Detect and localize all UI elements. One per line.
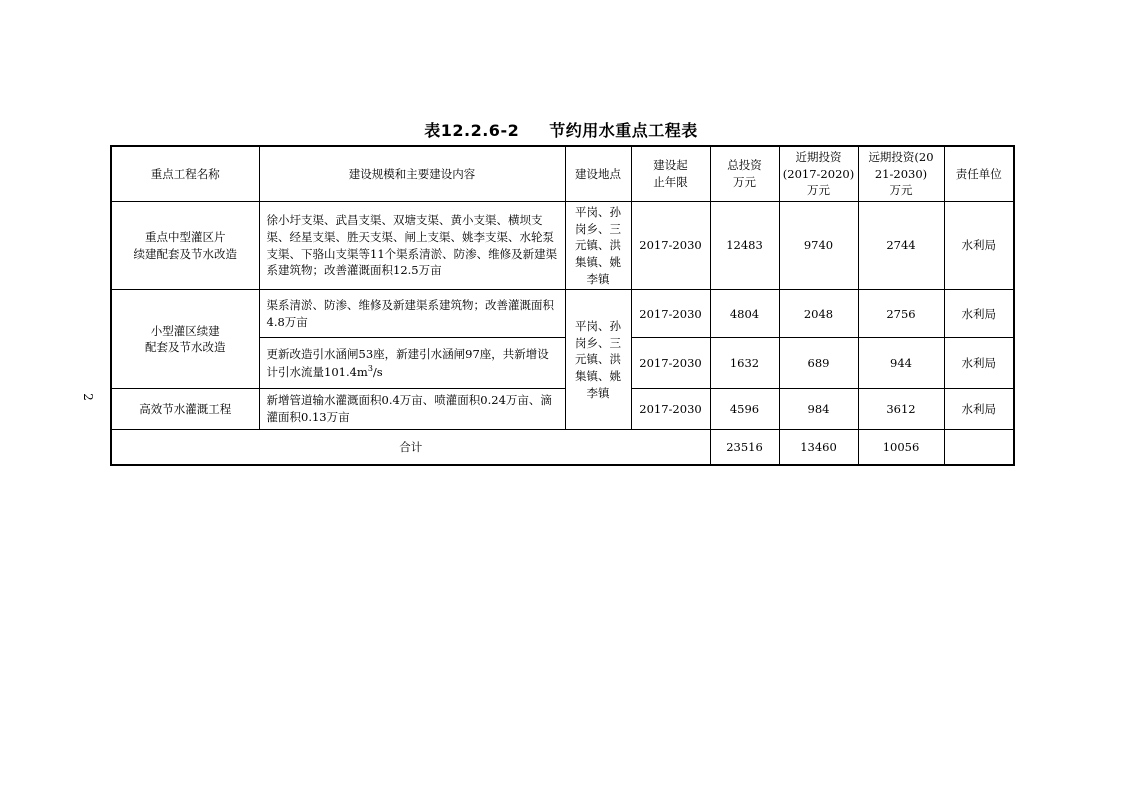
header-name: 重点工程名称 [111,146,259,202]
row-far: 2744 [858,202,944,290]
row-unit: 水利局 [944,290,1014,338]
row-far: 944 [858,338,944,389]
total-far: 10056 [858,429,944,465]
row-unit: 水利局 [944,338,1014,389]
row-near: 9740 [779,202,858,290]
row-content [259,338,565,389]
row-total: 12483 [710,202,779,290]
row-content-sup: 3 [367,363,373,373]
header-far: 远期投资(20 21-2030) 万元 [858,146,944,202]
row-near: 984 [779,389,858,429]
row-location: 平岗、孙 岗乡、三 元镇、洪 集镇、姚 李镇 [565,202,631,290]
header-row [111,146,1014,202]
row-far: 3612 [858,389,944,429]
header-location: 建设地点 [565,146,631,202]
total-near: 13460 [779,429,858,465]
row-content: 新增管道输水灌溉面积0.4万亩、喷灌面积0.24万亩、滴灌面积0.13万亩 [259,389,565,429]
row-total: 4596 [710,389,779,429]
row-period: 2017-2030 [631,389,710,429]
table-row [111,290,1014,338]
header-period: 建设起 止年限 [631,146,710,202]
key-projects-table [110,145,1015,466]
total-total: 23516 [710,429,779,465]
table-title-text: 节约用水重点工程表 [549,121,698,140]
row-total: 4804 [710,290,779,338]
page-number: 2 [80,393,95,401]
header-near: 近期投资 (2017-2020) 万元 [779,146,858,202]
row-near: 689 [779,338,858,389]
row-name: 高效节水灌溉工程 [111,389,259,429]
table-title [0,118,1122,141]
total-unit [944,429,1014,465]
header-unit: 责任单位 [944,146,1014,202]
row-total: 1632 [710,338,779,389]
table-title-number: 表12.2.6-2 [424,121,520,140]
row-period: 2017-2030 [631,202,710,290]
row-location: 平岗、孙 岗乡、三 元镇、洪 集镇、姚 李镇 [565,290,631,429]
total-row [111,429,1014,465]
row-content-main: 更新改造引水涵闸53座，新建引水涵闸97座，共新增设计引水流量101.4m [266,347,549,379]
row-unit: 水利局 [944,389,1014,429]
header-total: 总投资 万元 [710,146,779,202]
total-label: 合计 [111,429,710,465]
row-content: 渠系清淤、防渗、维修及新建渠系建筑物；改善灌溉面积4.8万亩 [259,290,565,338]
header-content: 建设规模和主要建设内容 [259,146,565,202]
row-period: 2017-2030 [631,338,710,389]
row-name: 小型灌区续建 配套及节水改造 [111,290,259,389]
row-name: 重点中型灌区片 续建配套及节水改造 [111,202,259,290]
table-row [111,202,1014,290]
row-period: 2017-2030 [631,290,710,338]
row-content-tail: /s [372,364,383,379]
row-unit: 水利局 [944,202,1014,290]
row-content: 徐小圩支渠、武昌支渠、双塘支渠、黄小支渠、横坝支渠、经星支渠、胜天支渠、闸上支渠、姚李支渠、水轮泵支渠、下骆山支渠等11个渠系清淤、防渗、维修及新建渠系建筑物；改善灌溉面积12.5万亩 [259,202,565,290]
table-row [111,389,1014,429]
row-near: 2048 [779,290,858,338]
row-far: 2756 [858,290,944,338]
